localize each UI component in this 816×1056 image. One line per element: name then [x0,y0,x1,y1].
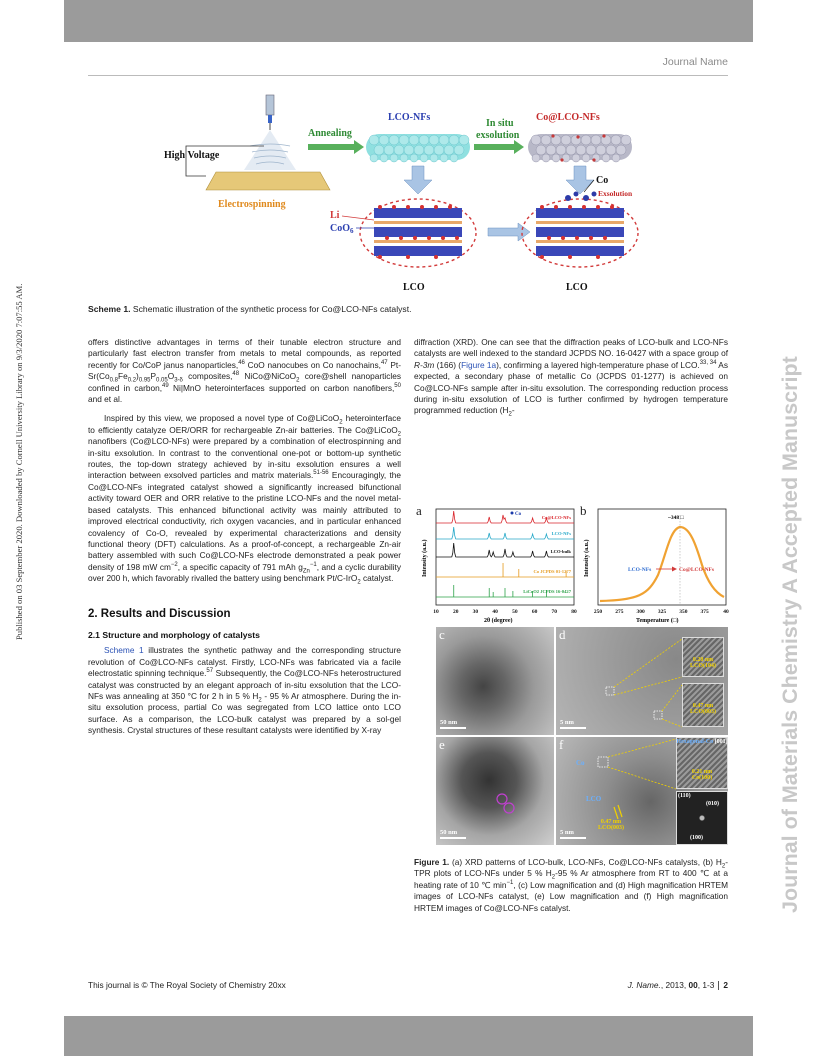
lco-crystal-left [360,199,476,267]
panel-d-hrtem [556,627,728,735]
xrd-tick-label: 30 [472,609,479,615]
header-rule [88,75,728,76]
lco-label-left: LCO [403,282,425,293]
xrd-series-label: Co JCPDS 01-1277 [533,569,571,574]
high-voltage-label: High Voltage [164,150,220,161]
tpr-peak-label: ~348 □ [668,515,684,521]
annealing-label: Annealing [308,128,352,139]
tpr-tick-label: 300 [636,609,645,615]
right-paragraph-1: diffraction (XRD). One can see that the diffraction peaks of LCO-bulk and LCO-NFs catalysts are well indexed to the standard JCPDS NO. 16-0427 with a space group of R-3m (166) (Figure 1a), confirming a layered high-temperature phase of LCO.$^{33, 34}$ As expected, a secondary phase of metallic Co (JCPDS 01-1277) is achieved on Co@LCO-NFs sample after in-situ exsolution. The corresponding reduction process during in-situ exsolution of LCO is further confirmed by hydrogen temperature programmed reduction ($H_2-$ [414,337,728,419]
xrd-xlabel: 2θ (degree) [484,618,513,624]
inset-f1-title: Hexagonal-Co [001] [676,739,728,745]
scheme-link[interactable]: Scheme 1 [104,645,144,656]
tpr-from-label: LCO-NFs [628,567,652,573]
inset-f1-label: 0.21 nm Co(100) [691,769,713,781]
tpr-tick-label: 375 [700,609,709,615]
xrd-series-label: LCO-bulk [550,549,571,554]
journal-name: Journal Name [662,56,728,68]
top-band [64,0,753,42]
xrd-ylabel: Intensity (a.u.) [422,539,428,577]
scheme-caption: Scheme 1. Schematic illustration of the synthetic process for Co@LCO-NFs catalyst. [88,304,412,314]
panel-label-b: b [580,503,587,518]
page-number: 2 [723,980,728,990]
left-paragraph-2: Inspired by this view, we proposed a novel type of Co@LiCoO$_2$ heterointerface to efficiently catalyze OER/ORR for rechargeable Zn-air batteries. The Co@LiCoO$_2$ nanofibers (Co@LCO-NFs) were prepared by a combination of electrospinning and in-situ exsolution. In contrast to the conventional one-pot or bottom-up synthetic routes, the top-down strategy achieved by in-situ exsolution ensures a well interaction between exsolved particles and matrix materials.$^{51-56}$ Encouragingly, the Co@LCO-NFs integrated catalyst showed a significantly increased bifunctional activity toward OER and ORR relative to the pristine LCO-NFs and the novel metal-based catalysts. This enhanced bifunctional activity was mainly attributed to improved electrical conductivity, rich oxygen vacancies, and in particular enhanced covalency of Co-O, revealed by experimental characterizations and density functional theory (DFT) calculations. As a proof-of-concept, a rechargeable Zn-air battery assembled with such Co@LCO-NFs electrode demonstrated a peak power density of 198 mW $cm^{-2}$, a specific capacity of 791 mAh $g_{Zn}^{-1}$, and a cyclic durability over 200 h, which favorably rivalled the battery using benchmark Pt/C-IrO$_2$ catalyst. [88,413,401,586]
lco-nfs-fiber [366,134,470,162]
scheme-1 [158,90,658,300]
panel-label-a: a [416,503,422,518]
xrd-tick-label: 70 [551,609,558,615]
f-spacing-label: 0.47 nm LCO(003) [598,819,624,831]
subsection-heading: 2.1 Structure and morphology of catalysts [88,629,260,640]
panel-b-tpr [578,505,728,625]
panel-c-tem [436,627,554,735]
inset-d1-label: 0.20 nm LCO(104) [690,657,716,669]
electrospinning-label: Electrospinning [218,199,286,210]
lco-crystal-right [522,192,638,268]
xrd-tick-label: 60 [531,609,538,615]
exsolution-label: exsolution [476,130,520,141]
tpr-tick-label: 325 [657,609,667,615]
in-situ-label: In situ [486,118,514,129]
scale-c: 50 nm [440,719,466,729]
tpr-tick-label: 250 [593,609,603,615]
figure-1a-link[interactable]: Figure 1a [461,359,497,370]
tpr-curve [600,527,724,601]
section-heading: 2. Results and Discussion [88,607,231,620]
tpr-tick-label: 275 [615,609,624,615]
figure-caption: Figure 1. (a) XRD patterns of LCO-bulk, LCO-NFs, Co@LCO-NFs catalysts, (b) $H_2$-TPR plots of LCO-NFs under 5 % $H_2-95$ % Ar atmosphere from RT to 400 ℃ at a heating rate of 10 ℃ $\min^{-1}$, (c) Low magnification and (d) High magnification HRTEM images of LCO-NFs catalyst, (e) Low magnification and (f) High magnification HRTEM images of Co@LCO-NFs catalyst. [414,857,728,913]
li-label: Li [330,210,340,221]
exsolution-arrow-icon [474,140,524,154]
side-download-note: Published on 03 September 2020. Downloaded by Cornell University Library on 9/3/2020 7:07:55 AM. [14,283,24,640]
lco-label-right: LCO [566,282,588,293]
xrd-legend-co [511,512,522,518]
f-lco-label: LCO [586,795,602,803]
exsolution-tag: Exsolution [598,189,633,198]
xrd-series-label: Co@LCO-NFs [541,515,571,520]
xrd-tick-label: 80 [571,609,577,615]
down-arrow-left-icon [404,166,432,194]
co-lco-nfs-fiber [528,134,632,162]
f-co-label: Co [576,759,585,767]
left-paragraph-1: offers distinctive advantages in terms of their tunable electron structure and particularly fast electron transfer from metals to metal compounds, as reported recently for Co/CoP janus nanoparticles,$^{46}$ CoO nanocubes on Co nanochains,$^{47}$ $Pt-Sr(Co_{0.8}Fe_{0.2})_{0.95}P_{0.05}O_{3-\delta}$ composites,$^{48}$ NiCo@NiCoO$_2$ core@shell nanoparticles confined in carbon,$^{49}$ Ni|MnO heterointerfaces supported on carbon nanofibers,$^{50}$ and et al. [88,337,401,405]
tpr-tick-label: 350 [679,609,688,615]
syringe-icon [206,95,330,190]
panel-label-e: e [439,737,445,752]
panel-f-hrtem [556,737,728,845]
coo6-label: CoO$_6$ [330,223,354,235]
fft-label-3: (100) [690,835,703,841]
xrd-tick-label: 50 [512,609,518,615]
tpr-ylabel: Intensity (a.u.) [584,539,590,577]
xrd-tick-label: 20 [452,609,459,615]
xrd-tick-label: 40 [492,609,498,615]
svg-text:Co: Co [515,512,522,517]
panel-label-f: f [559,737,564,752]
panel-e-tem [436,737,554,845]
right-column [414,337,728,417]
scale-e: 50 nm [440,829,466,839]
panel-a-xrd [414,505,576,625]
footer-copyright: This journal is © The Royal Society of Chemistry 20xx [88,980,286,990]
tpr-to-label: Co@LCO-NFs [679,567,715,573]
tpr-tick-label: 40 [723,609,729,615]
xrd-tick-label: 10 [433,609,439,615]
bottom-band [64,1016,753,1056]
left-column [88,337,401,737]
panel-label-d: d [559,627,566,642]
left-paragraph-3: Scheme 1 illustrates the synthetic pathway and the corresponding structure revolution of Co@LCO-NFs catalyst. Firstly, LCO-NFs was fabricated via a facile electrostatic spinning technique.$^{57}$ Subsequently, the Co@LCO-NFs heterostructured catalyst was constructed by an elegant approach of in-situ exsolution that the LCO-NFs was annealing at 350 °C for 2 h in 5 % $H_2 - 95$ % Ar atmosphere. During the in-situ exsolution process, partial Co was segregated from LCO lattice onto LCO surface. As a comparison, the LCO-bulk catalyst was prepared by a sol-gel synthesis. Crystal structures of these resultant catalysts were identified by X-ray [88,645,401,736]
fft-label-1: (110) [678,793,691,799]
co-label: Co [596,175,609,186]
lco-nfs-title: LCO-NFs [388,112,431,123]
footer-citation: J. Name., 2013, 00, 1-3 2 [627,980,728,990]
fft-label-2: (010) [706,801,719,807]
figure-1 [414,505,728,851]
inset-d2-label: 0.47 nm LCO(003) [690,703,716,715]
down-arrow-right-icon [566,166,594,194]
side-watermark: Journal of Materials Chemistry A Accepted Manuscript [778,356,802,913]
co-lco-nfs-title: Co@LCO-NFs [536,112,600,123]
scale-f: 5 nm [560,829,586,839]
xrd-series-label: LCO-NFs [551,531,571,536]
right-arrow-icon [488,223,530,241]
tpr-xlabel: Temperature (□) [636,618,679,624]
panel-label-c: c [439,627,445,642]
scale-d: 5 nm [560,719,586,729]
annealing-arrow-icon [308,140,364,154]
xrd-series-label: LiCoO2 JCPDS 16-0427 [523,589,571,594]
